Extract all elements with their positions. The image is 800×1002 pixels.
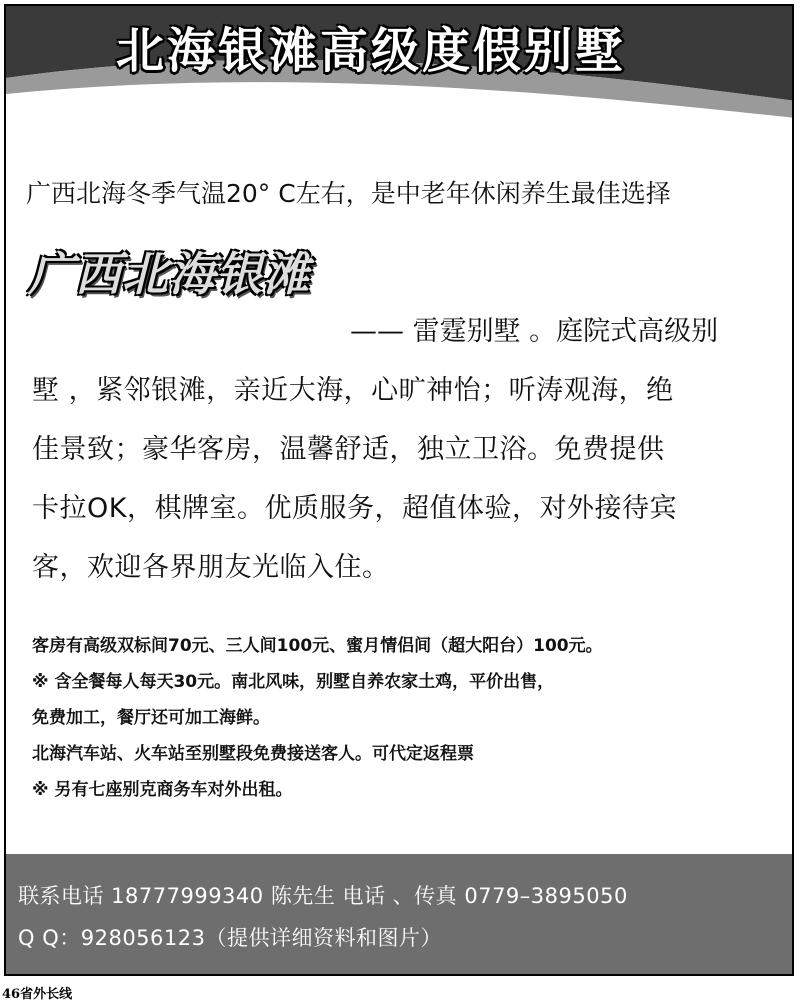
- details-item: 客房有高级双标间70元、三人间100元、蜜月情侣间（超大阳台）100元。: [32, 636, 603, 656]
- details-list: [32, 628, 792, 808]
- hero-title: 广西北海银滩: [28, 247, 310, 301]
- details-item: 北海汽车站、火车站至别墅段免费接送客人。可代定返程票: [32, 744, 474, 764]
- details-item: 免费加工，餐厅还可加工海鲜。: [32, 708, 270, 728]
- contact-qq-line: Q Q：928056123（提供详细资料和图片）: [18, 926, 442, 950]
- villa-intro: —— 雷霆别墅 。庭院式高级别: [350, 316, 719, 347]
- details-item: ※ 另有七座别克商务车对外出租。: [32, 780, 293, 800]
- contact-phone-line: 联系电话 18777999340 陈先生 电话 、传真 0779–3895050: [18, 884, 628, 908]
- description-line: 墅 ，紧邻银滩，亲近大海，心旷神怡；听涛观海，绝: [32, 375, 674, 406]
- description-line: 客，欢迎各界朋友光临入住。: [32, 552, 390, 583]
- ad-frame: [4, 4, 794, 976]
- page-footer: 46省外长线: [2, 987, 73, 1002]
- description-line: 佳景致；豪华客房，温馨舒适，独立卫浴。免费提供: [32, 434, 665, 465]
- contact-footer: [6, 854, 792, 976]
- header-title: 北海银滩高级度假别墅: [116, 23, 627, 79]
- description-line: 卡拉OK，棋牌室。优质服务，超值体验，对外接待宾: [32, 493, 677, 524]
- tagline: 广西北海冬季气温20° C左右，是中老年休闲养生最佳选择: [26, 179, 671, 208]
- description-paragraph: [32, 361, 777, 597]
- details-item: ※ 含全餐每人每天30元。南北风味，别墅自养农家土鸡，平价出售，: [32, 672, 555, 692]
